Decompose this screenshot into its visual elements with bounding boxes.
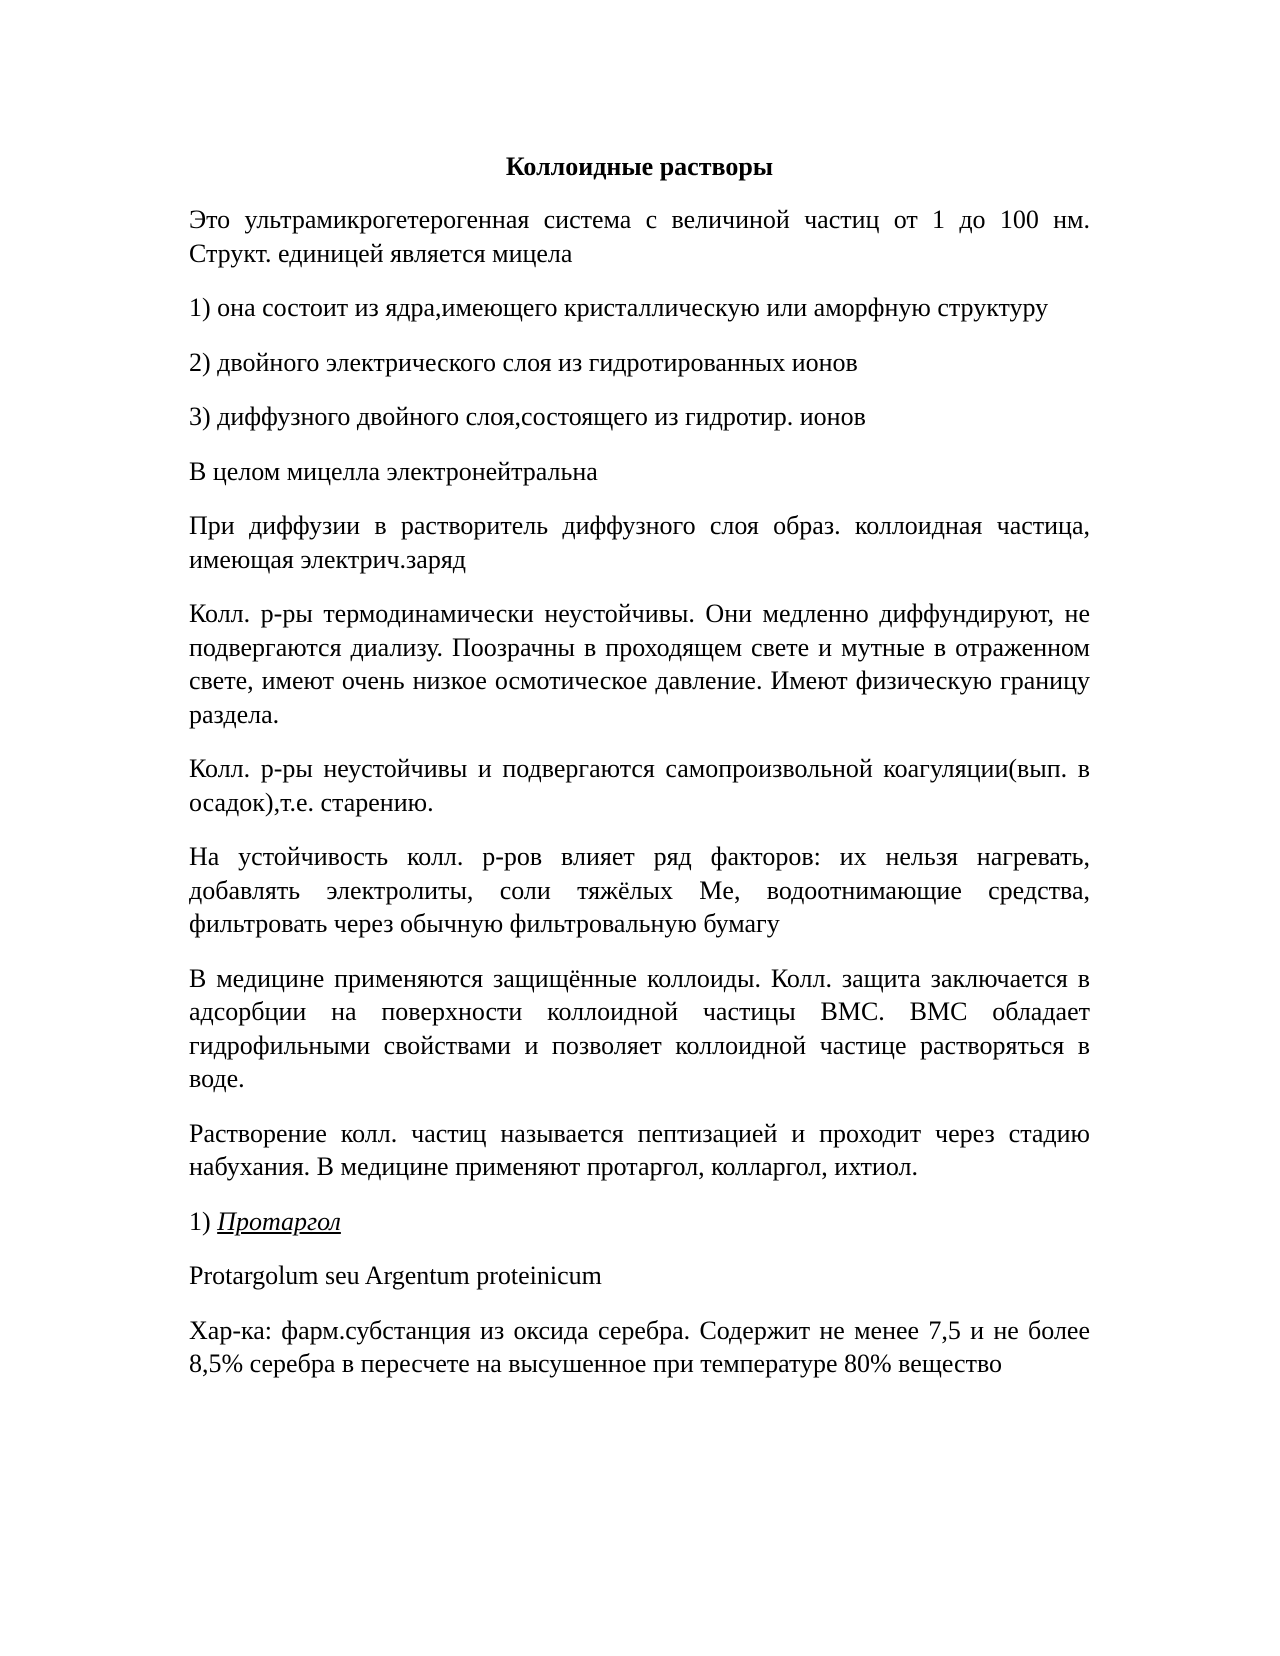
list-item-number: 1) bbox=[189, 1206, 211, 1236]
paragraph-stability-factors: На устойчивость колл. р-ров влияет ряд факторов: их нельзя нагревать, добавлять электролиты, соли тяжёлых Me, водоотнимающие средства, фильтровать через обычную фильтровальную бумагу bbox=[189, 842, 1090, 938]
paragraph-protected-colloids: В медицине применяются защищённые коллоиды. Колл. защита заключается в адсорбции на поверхности коллоидной частицы ВМС. ВМС обладает гидрофильными свойствами и позволяет коллоидной частице растворяться в воде. bbox=[189, 963, 1090, 1093]
paragraph-diffusion: При диффузии в растворитель диффузного слоя образ. коллоидная частица, имеющая электрич.заряд bbox=[189, 511, 1090, 574]
paragraph-thermodynamics: Колл. р-ры термодинамически неустойчивы. Они медленно диффундируют, не подвергаются диализу. Поозрачны в проходящем свете и мутные в отраженном свете, имеют очень низкое осмотическое давление. Имеют физическую границу раздела. bbox=[189, 599, 1090, 729]
paragraph-peptization: Растворение колл. частиц называется пептизацией и проходит через стадию набухания. В медицине применяют протаргол, колларгол, ихтиол. bbox=[189, 1118, 1090, 1181]
paragraph-definition: Это ультрамикрогетерогенная система с величиной частиц от 1 до 100 нм. Структ. единицей является мицела bbox=[189, 205, 1090, 268]
list-item-name: Протаргол bbox=[217, 1206, 341, 1236]
paragraph-latin-name: Protargolum seu Argentum proteinicum bbox=[189, 1261, 602, 1290]
list-item-protargol bbox=[189, 1205, 1090, 1239]
paragraph-characteristic: Хар-ка: фарм.субстанция из оксида серебра. Содержит не менее 7,5 и не более 8,5% серебра в пересчете на высушенное при температуре 80% вещество bbox=[189, 1315, 1090, 1378]
paragraph-double-layer: 2) двойного электрического слоя из гидротированных ионов bbox=[189, 347, 858, 377]
paragraph-coagulation: Колл. р-ры неустойчивы и подвергаются самопроизвольной коагуляции(вып. в осадок),т.е. старению. bbox=[189, 754, 1090, 817]
paragraph-core: 1) она состоит из ядра,имеющего кристаллическую или аморфную структуру bbox=[189, 293, 1049, 322]
document-title: Коллоидные растворы bbox=[505, 152, 774, 181]
paragraph-diffuse-layer: 3) диффузного двойного слоя,состоящего из гидротир. ионов bbox=[189, 402, 866, 431]
paragraph-neutral: В целом мицелла электронейтральна bbox=[189, 456, 598, 486]
